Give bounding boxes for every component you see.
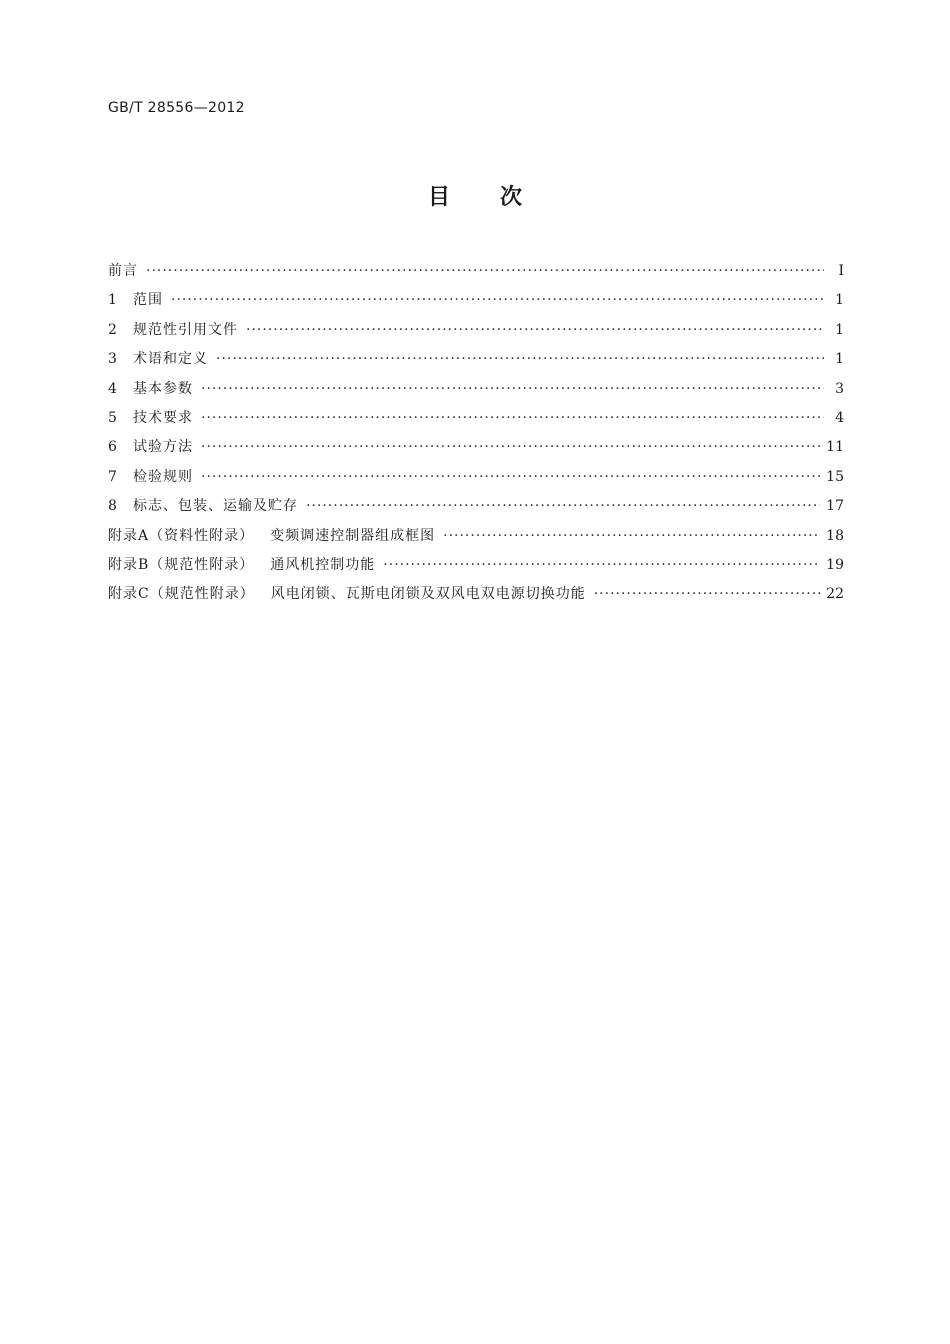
toc-entry-text: 术语和定义 — [133, 351, 208, 368]
toc-section-number: 1 — [108, 292, 117, 309]
toc-page-number: 22 — [826, 586, 844, 603]
toc-page-number: 1 — [835, 351, 844, 368]
toc-entry-text: 规范性引用文件 — [133, 321, 238, 338]
toc-section-number: 2 — [108, 321, 117, 338]
toc-dot-leader — [306, 492, 820, 521]
toc-section-number: 4 — [108, 380, 117, 397]
toc-dot-leader — [201, 404, 824, 433]
standard-code: GB/T 28556—2012 — [108, 100, 245, 116]
toc-page-number: 19 — [826, 556, 844, 573]
toc-page-number: 4 — [835, 409, 844, 426]
toc-page-number: 17 — [826, 498, 844, 515]
toc-page-number: 15 — [826, 468, 844, 485]
toc-page-number: 3 — [835, 380, 844, 397]
toc-page-number: 1 — [835, 292, 844, 309]
toc-entry-6[interactable] — [108, 433, 844, 462]
toc-section-number: 8 — [108, 498, 117, 515]
toc-entry-text: 技术要求 — [133, 409, 193, 426]
toc-section-number: 5 — [108, 409, 117, 426]
toc-dot-leader — [171, 286, 824, 315]
toc-dot-leader — [383, 551, 820, 580]
toc-dot-leader — [594, 580, 820, 609]
toc-entry-text: 前言 — [108, 263, 138, 279]
toc-section-number: 3 — [108, 351, 117, 368]
toc-entry-text: 试验方法 — [133, 439, 193, 456]
toc-entry-7[interactable] — [108, 463, 844, 492]
toc-annex-label: 附录C（规范性附录） — [108, 586, 255, 603]
toc-entry-3[interactable] — [108, 345, 844, 374]
toc-dot-leader — [201, 463, 820, 492]
toc-entry-text: 通风机控制功能 — [270, 556, 376, 573]
toc-annex-label: 附录A（资料性附录） — [108, 527, 255, 544]
toc-annex-label: 附录B（规范性附录） — [108, 556, 255, 573]
table-of-contents — [108, 257, 844, 610]
toc-dot-leader — [146, 257, 824, 286]
toc-page-number: 18 — [826, 527, 844, 544]
toc-entry-text: 变频调速控制器组成框图 — [270, 527, 436, 544]
toc-entry-annex-c[interactable] — [108, 580, 844, 609]
toc-entry-text: 风电闭锁、瓦斯电闭锁及双风电双电源切换功能 — [270, 586, 586, 603]
toc-entry-4[interactable] — [108, 375, 844, 404]
page-title: 目次 — [427, 185, 572, 210]
toc-dot-leader — [443, 522, 820, 551]
toc-dot-leader — [246, 316, 824, 345]
toc-dot-leader — [201, 375, 824, 404]
toc-entry-text: 范围 — [133, 292, 163, 309]
toc-section-number: 7 — [108, 468, 117, 485]
toc-entry-text: 基本参数 — [133, 380, 193, 397]
toc-dot-leader — [201, 433, 820, 462]
toc-entry-8[interactable] — [108, 492, 844, 521]
toc-entry-annex-b[interactable] — [108, 551, 844, 580]
toc-entry-annex-a[interactable] — [108, 522, 844, 551]
toc-page-number: 1 — [835, 321, 844, 338]
toc-entry-2[interactable] — [108, 316, 844, 345]
toc-page-number: 11 — [826, 439, 844, 456]
toc-entry-foreword[interactable] — [108, 257, 844, 286]
toc-entry-text: 标志、包装、运输及贮存 — [133, 498, 298, 515]
toc-page-number: Ⅰ — [838, 263, 844, 279]
toc-section-number: 6 — [108, 439, 117, 456]
toc-dot-leader — [216, 345, 824, 374]
toc-entry-1[interactable] — [108, 286, 844, 315]
toc-entry-5[interactable] — [108, 404, 844, 433]
toc-entry-text: 检验规则 — [133, 468, 193, 485]
